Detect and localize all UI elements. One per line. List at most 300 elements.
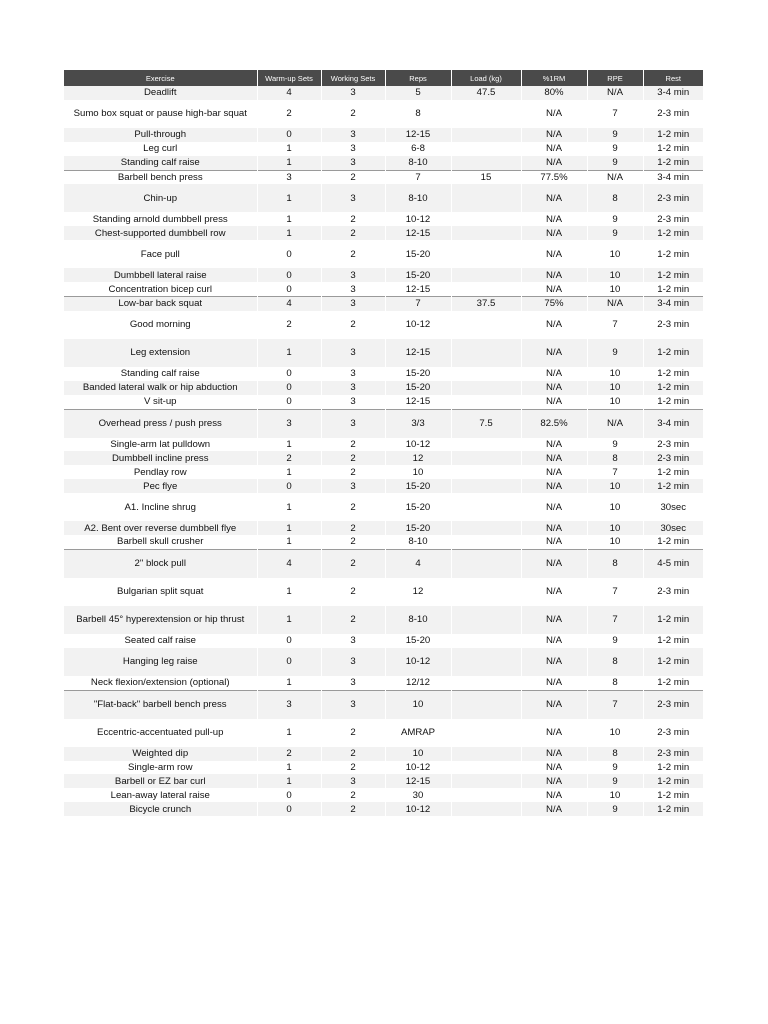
working-sets-cell: 3 [321, 282, 385, 296]
percent-1rm-cell: N/A [521, 578, 587, 606]
exercise-cell: Standing calf raise [64, 367, 257, 381]
exercise-cell: V sit-up [64, 395, 257, 409]
rest-cell: 1-2 min [643, 648, 703, 676]
exercise-cell: Bicycle crunch [64, 802, 257, 816]
reps-cell: 15-20 [385, 367, 451, 381]
rpe-cell: 7 [587, 606, 643, 634]
percent-1rm-cell: N/A [521, 395, 587, 409]
table-row [64, 339, 703, 367]
working-sets-cell: 3 [321, 648, 385, 676]
table-row [64, 184, 703, 212]
rest-cell: 2-3 min [643, 311, 703, 339]
reps-cell: 30 [385, 788, 451, 802]
load-cell [451, 493, 521, 521]
rpe-cell: 10 [587, 493, 643, 521]
reps-cell: 15-20 [385, 268, 451, 282]
table-row [64, 774, 703, 788]
rpe-cell: N/A [587, 86, 643, 100]
rest-cell: 1-2 min [643, 268, 703, 282]
load-cell [451, 549, 521, 578]
load-cell [451, 451, 521, 465]
working-sets-cell: 3 [321, 339, 385, 367]
rest-cell: 1-2 min [643, 535, 703, 549]
exercise-cell: Single-arm lat pulldown [64, 438, 257, 452]
rest-cell: 30sec [643, 493, 703, 521]
table-row [64, 86, 703, 100]
warmup-sets-cell: 1 [257, 774, 321, 788]
table-row [64, 676, 703, 690]
warmup-sets-cell: 1 [257, 339, 321, 367]
percent-1rm-cell: N/A [521, 690, 587, 719]
warmup-sets-cell: 1 [257, 535, 321, 549]
working-sets-cell: 3 [321, 128, 385, 142]
reps-cell: 15-20 [385, 240, 451, 268]
rpe-cell: 9 [587, 438, 643, 452]
warmup-sets-cell: 0 [257, 381, 321, 395]
rpe-cell: 8 [587, 676, 643, 690]
percent-1rm-cell: N/A [521, 268, 587, 282]
warmup-sets-cell: 1 [257, 521, 321, 535]
percent-1rm-cell: N/A [521, 451, 587, 465]
working-sets-cell: 3 [321, 409, 385, 438]
percent-1rm-cell: 80% [521, 86, 587, 100]
percent-1rm-cell: N/A [521, 311, 587, 339]
working-sets-cell: 2 [321, 240, 385, 268]
percent-1rm-cell: N/A [521, 719, 587, 747]
reps-cell: 10-12 [385, 802, 451, 816]
load-cell [451, 719, 521, 747]
percent-1rm-cell: N/A [521, 549, 587, 578]
working-sets-cell: 2 [321, 606, 385, 634]
load-cell [451, 381, 521, 395]
rpe-cell: 9 [587, 142, 643, 156]
load-cell [451, 367, 521, 381]
exercise-cell: Standing calf raise [64, 156, 257, 170]
warmup-sets-cell: 1 [257, 142, 321, 156]
rpe-cell: 10 [587, 479, 643, 493]
reps-cell: 7 [385, 170, 451, 184]
exercise-cell: Neck flexion/extension (optional) [64, 676, 257, 690]
table-row [64, 549, 703, 578]
rpe-cell: 10 [587, 381, 643, 395]
reps-cell: 8-10 [385, 156, 451, 170]
load-cell [451, 100, 521, 128]
working-sets-cell: 2 [321, 170, 385, 184]
rest-cell: 3-4 min [643, 409, 703, 438]
warmup-sets-cell: 1 [257, 493, 321, 521]
percent-1rm-cell: N/A [521, 479, 587, 493]
warmup-sets-cell: 0 [257, 367, 321, 381]
load-cell [451, 774, 521, 788]
rpe-cell: 9 [587, 761, 643, 775]
warmup-sets-cell: 0 [257, 395, 321, 409]
exercise-cell: Chest-supported dumbbell row [64, 226, 257, 240]
load-cell [451, 606, 521, 634]
reps-cell: 15-20 [385, 493, 451, 521]
exercise-cell: Pec flye [64, 479, 257, 493]
load-cell [451, 395, 521, 409]
warmup-sets-cell: 3 [257, 409, 321, 438]
percent-1rm-cell: N/A [521, 465, 587, 479]
warmup-sets-cell: 0 [257, 240, 321, 268]
load-cell [451, 690, 521, 719]
header-rest: Rest [643, 70, 703, 86]
percent-1rm-cell: N/A [521, 339, 587, 367]
header-rpe: RPE [587, 70, 643, 86]
percent-1rm-cell: 77.5% [521, 170, 587, 184]
reps-cell: 10 [385, 747, 451, 761]
table-row [64, 747, 703, 761]
rest-cell: 1-2 min [643, 156, 703, 170]
reps-cell: 15-20 [385, 521, 451, 535]
exercise-cell: Lean-away lateral raise [64, 788, 257, 802]
reps-cell: 15-20 [385, 381, 451, 395]
reps-cell: 10-12 [385, 311, 451, 339]
percent-1rm-cell: N/A [521, 282, 587, 296]
exercise-cell: Dumbbell incline press [64, 451, 257, 465]
rpe-cell: N/A [587, 409, 643, 438]
reps-cell: 12-15 [385, 282, 451, 296]
working-sets-cell: 2 [321, 788, 385, 802]
rest-cell: 3-4 min [643, 86, 703, 100]
table-row [64, 311, 703, 339]
rpe-cell: 7 [587, 465, 643, 479]
percent-1rm-cell: N/A [521, 535, 587, 549]
load-cell [451, 676, 521, 690]
rest-cell: 1-2 min [643, 479, 703, 493]
table-row [64, 381, 703, 395]
table-row [64, 493, 703, 521]
working-sets-cell: 3 [321, 367, 385, 381]
rest-cell: 1-2 min [643, 381, 703, 395]
rpe-cell: 7 [587, 578, 643, 606]
percent-1rm-cell: N/A [521, 184, 587, 212]
rpe-cell: 10 [587, 535, 643, 549]
load-cell [451, 465, 521, 479]
rpe-cell: 10 [587, 719, 643, 747]
table-row [64, 156, 703, 170]
load-cell [451, 634, 521, 648]
table-row [64, 578, 703, 606]
working-sets-cell: 2 [321, 451, 385, 465]
header-row [64, 70, 703, 86]
table-body [64, 86, 703, 816]
percent-1rm-cell: N/A [521, 438, 587, 452]
header-reps: Reps [385, 70, 451, 86]
rpe-cell: 7 [587, 690, 643, 719]
reps-cell: 12-15 [385, 339, 451, 367]
table-row [64, 100, 703, 128]
rest-cell: 1-2 min [643, 465, 703, 479]
reps-cell: 8-10 [385, 535, 451, 549]
working-sets-cell: 2 [321, 535, 385, 549]
working-sets-cell: 3 [321, 381, 385, 395]
table-row [64, 634, 703, 648]
load-cell [451, 339, 521, 367]
percent-1rm-cell: N/A [521, 226, 587, 240]
percent-1rm-cell: N/A [521, 676, 587, 690]
table-row [64, 226, 703, 240]
exercise-cell: Concentration bicep curl [64, 282, 257, 296]
working-sets-cell: 3 [321, 268, 385, 282]
rest-cell: 2-3 min [643, 690, 703, 719]
table-row [64, 521, 703, 535]
rest-cell: 1-2 min [643, 634, 703, 648]
exercise-cell: Eccentric-accentuated pull-up [64, 719, 257, 747]
load-cell [451, 128, 521, 142]
reps-cell: 4 [385, 549, 451, 578]
working-sets-cell: 2 [321, 549, 385, 578]
working-sets-cell: 2 [321, 521, 385, 535]
working-sets-cell: 3 [321, 479, 385, 493]
warmup-sets-cell: 1 [257, 184, 321, 212]
load-cell [451, 747, 521, 761]
rpe-cell: 10 [587, 521, 643, 535]
table-row [64, 367, 703, 381]
working-sets-cell: 3 [321, 184, 385, 212]
load-cell [451, 648, 521, 676]
rest-cell: 1-2 min [643, 761, 703, 775]
working-sets-cell: 3 [321, 676, 385, 690]
warmup-sets-cell: 0 [257, 128, 321, 142]
rest-cell: 2-3 min [643, 212, 703, 226]
working-sets-cell: 2 [321, 747, 385, 761]
table-row [64, 212, 703, 226]
reps-cell: 7 [385, 297, 451, 311]
percent-1rm-cell: 82.5% [521, 409, 587, 438]
rest-cell: 4-5 min [643, 549, 703, 578]
warmup-sets-cell: 2 [257, 100, 321, 128]
rest-cell: 1-2 min [643, 240, 703, 268]
warmup-sets-cell: 1 [257, 606, 321, 634]
reps-cell: AMRAP [385, 719, 451, 747]
warmup-sets-cell: 2 [257, 747, 321, 761]
warmup-sets-cell: 1 [257, 226, 321, 240]
exercise-cell: Overhead press / push press [64, 409, 257, 438]
rest-cell: 2-3 min [643, 438, 703, 452]
workout-table [64, 70, 703, 816]
percent-1rm-cell: N/A [521, 788, 587, 802]
working-sets-cell: 2 [321, 212, 385, 226]
rest-cell: 1-2 min [643, 128, 703, 142]
table-row [64, 282, 703, 296]
load-cell [451, 142, 521, 156]
exercise-cell: Seated calf raise [64, 634, 257, 648]
rest-cell: 1-2 min [643, 788, 703, 802]
percent-1rm-cell: N/A [521, 240, 587, 268]
percent-1rm-cell: N/A [521, 493, 587, 521]
rpe-cell: 10 [587, 282, 643, 296]
load-cell [451, 226, 521, 240]
reps-cell: 12-15 [385, 774, 451, 788]
percent-1rm-cell: N/A [521, 100, 587, 128]
percent-1rm-cell: N/A [521, 367, 587, 381]
load-cell [451, 268, 521, 282]
table-row [64, 690, 703, 719]
reps-cell: 10 [385, 690, 451, 719]
load-cell [451, 535, 521, 549]
rest-cell: 1-2 min [643, 339, 703, 367]
rpe-cell: 10 [587, 268, 643, 282]
reps-cell: 15-20 [385, 479, 451, 493]
table-row [64, 438, 703, 452]
rpe-cell: 9 [587, 802, 643, 816]
exercise-cell: Bulgarian split squat [64, 578, 257, 606]
reps-cell: 10-12 [385, 212, 451, 226]
percent-1rm-cell: N/A [521, 381, 587, 395]
exercise-cell: Deadlift [64, 86, 257, 100]
rest-cell: 2-3 min [643, 451, 703, 465]
load-cell [451, 802, 521, 816]
table-row [64, 606, 703, 634]
rest-cell: 1-2 min [643, 395, 703, 409]
reps-cell: 12 [385, 451, 451, 465]
working-sets-cell: 2 [321, 438, 385, 452]
table-row [64, 128, 703, 142]
exercise-cell: Chin-up [64, 184, 257, 212]
reps-cell: 5 [385, 86, 451, 100]
percent-1rm-cell: N/A [521, 761, 587, 775]
exercise-cell: Banded lateral walk or hip abduction [64, 381, 257, 395]
exercise-cell: Barbell bench press [64, 170, 257, 184]
reps-cell: 10-12 [385, 438, 451, 452]
percent-1rm-cell: N/A [521, 774, 587, 788]
table-row [64, 409, 703, 438]
load-cell [451, 212, 521, 226]
working-sets-cell: 2 [321, 761, 385, 775]
rpe-cell: 9 [587, 339, 643, 367]
reps-cell: 12-15 [385, 395, 451, 409]
load-cell [451, 311, 521, 339]
reps-cell: 8 [385, 100, 451, 128]
exercise-cell: Standing arnold dumbbell press [64, 212, 257, 226]
exercise-cell: A2. Bent over reverse dumbbell flye [64, 521, 257, 535]
working-sets-cell: 3 [321, 395, 385, 409]
reps-cell: 12/12 [385, 676, 451, 690]
percent-1rm-cell: N/A [521, 521, 587, 535]
reps-cell: 3/3 [385, 409, 451, 438]
rest-cell: 1-2 min [643, 606, 703, 634]
working-sets-cell: 2 [321, 465, 385, 479]
rpe-cell: 8 [587, 549, 643, 578]
exercise-cell: Low-bar back squat [64, 297, 257, 311]
warmup-sets-cell: 1 [257, 438, 321, 452]
exercise-cell: "Flat-back" barbell bench press [64, 690, 257, 719]
rest-cell: 30sec [643, 521, 703, 535]
table-row [64, 451, 703, 465]
load-cell: 37.5 [451, 297, 521, 311]
header-percent-1rm: %1RM [521, 70, 587, 86]
warmup-sets-cell: 0 [257, 634, 321, 648]
rpe-cell: N/A [587, 297, 643, 311]
warmup-sets-cell: 4 [257, 297, 321, 311]
warmup-sets-cell: 4 [257, 86, 321, 100]
rest-cell: 2-3 min [643, 184, 703, 212]
warmup-sets-cell: 1 [257, 761, 321, 775]
percent-1rm-cell: N/A [521, 747, 587, 761]
percent-1rm-cell: N/A [521, 648, 587, 676]
warmup-sets-cell: 1 [257, 719, 321, 747]
table-row [64, 268, 703, 282]
exercise-cell: Leg extension [64, 339, 257, 367]
rest-cell: 1-2 min [643, 676, 703, 690]
rpe-cell: 10 [587, 240, 643, 268]
table-row [64, 240, 703, 268]
warmup-sets-cell: 0 [257, 479, 321, 493]
rpe-cell: 10 [587, 367, 643, 381]
working-sets-cell: 3 [321, 297, 385, 311]
exercise-cell: Barbell skull crusher [64, 535, 257, 549]
warmup-sets-cell: 1 [257, 676, 321, 690]
load-cell [451, 156, 521, 170]
exercise-cell: Weighted dip [64, 747, 257, 761]
table-row [64, 648, 703, 676]
rpe-cell: 9 [587, 774, 643, 788]
header-warmup-sets: Warm-up Sets [257, 70, 321, 86]
rest-cell: 1-2 min [643, 367, 703, 381]
percent-1rm-cell: N/A [521, 212, 587, 226]
load-cell: 47.5 [451, 86, 521, 100]
header-load: Load (kg) [451, 70, 521, 86]
rest-cell: 3-4 min [643, 170, 703, 184]
working-sets-cell: 2 [321, 100, 385, 128]
exercise-cell: Face pull [64, 240, 257, 268]
rpe-cell: 8 [587, 648, 643, 676]
rest-cell: 3-4 min [643, 297, 703, 311]
warmup-sets-cell: 4 [257, 549, 321, 578]
table-row [64, 395, 703, 409]
reps-cell: 8-10 [385, 606, 451, 634]
warmup-sets-cell: 1 [257, 465, 321, 479]
working-sets-cell: 2 [321, 578, 385, 606]
rpe-cell: 8 [587, 747, 643, 761]
exercise-cell: Pendlay row [64, 465, 257, 479]
rpe-cell: 8 [587, 451, 643, 465]
working-sets-cell: 3 [321, 690, 385, 719]
rpe-cell: 9 [587, 128, 643, 142]
load-cell [451, 282, 521, 296]
reps-cell: 10-12 [385, 648, 451, 676]
working-sets-cell: 3 [321, 634, 385, 648]
rest-cell: 1-2 min [643, 802, 703, 816]
percent-1rm-cell: N/A [521, 802, 587, 816]
table-row [64, 535, 703, 549]
load-cell [451, 184, 521, 212]
table-row [64, 719, 703, 747]
table-row [64, 761, 703, 775]
exercise-cell: Sumo box squat or pause high-bar squat [64, 100, 257, 128]
working-sets-cell: 3 [321, 774, 385, 788]
load-cell [451, 438, 521, 452]
working-sets-cell: 2 [321, 802, 385, 816]
load-cell [451, 788, 521, 802]
percent-1rm-cell: 75% [521, 297, 587, 311]
reps-cell: 8-10 [385, 184, 451, 212]
header-exercise: Exercise [64, 70, 257, 86]
rest-cell: 1-2 min [643, 282, 703, 296]
percent-1rm-cell: N/A [521, 142, 587, 156]
warmup-sets-cell: 0 [257, 802, 321, 816]
working-sets-cell: 2 [321, 311, 385, 339]
rest-cell: 1-2 min [643, 226, 703, 240]
load-cell [451, 761, 521, 775]
warmup-sets-cell: 0 [257, 282, 321, 296]
table-row [64, 465, 703, 479]
reps-cell: 6-8 [385, 142, 451, 156]
load-cell: 15 [451, 170, 521, 184]
table-row [64, 297, 703, 311]
percent-1rm-cell: N/A [521, 634, 587, 648]
